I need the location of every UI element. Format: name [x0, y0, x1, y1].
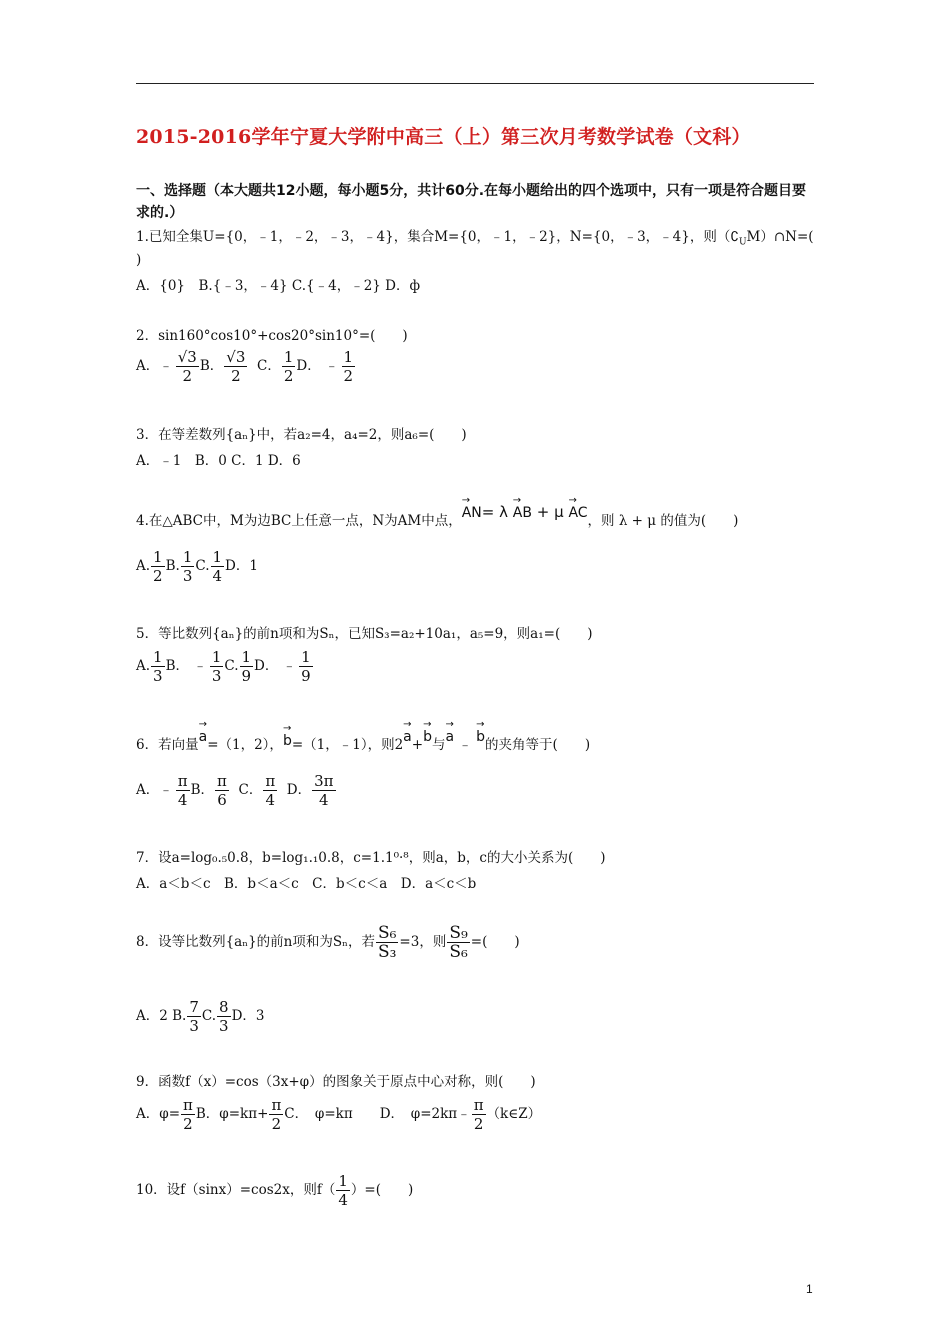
q5-a-label: A.: [136, 658, 151, 674]
q6-d-num: 3π: [314, 772, 334, 790]
q10-fraction: [336, 1172, 350, 1209]
q1-sub: U: [738, 237, 747, 248]
q9-d-num: π: [473, 1096, 484, 1114]
q8-text-c: =( ): [470, 934, 520, 950]
q4-text-a: 4.在△ABC中，M为边BC上任意一点，N为AM中点，: [136, 513, 462, 529]
q4-a-num: 1: [153, 548, 163, 566]
question-10: [136, 1172, 413, 1209]
q6-a-fraction: [176, 772, 190, 809]
q5-d-fraction: [299, 648, 313, 685]
q6-c-label: C．: [238, 782, 263, 798]
q4-c-label: C.: [195, 558, 210, 574]
q4-a-fraction: [151, 548, 165, 585]
q2-a-minus: ﹣: [159, 358, 173, 374]
q6-d-fraction: [312, 772, 335, 809]
q8-b-num: 7: [189, 998, 199, 1016]
q8-f2-num: S₉: [449, 923, 468, 943]
q2-d-minus: ﹣: [325, 358, 339, 374]
q6-a-num: π: [177, 772, 188, 790]
q6-minus: ﹣: [458, 737, 472, 753]
q1-options: A．{0} B.{﹣3，﹣4} C.{﹣4，﹣2} D．ф: [136, 278, 421, 294]
q5-d-den: 9: [301, 667, 311, 685]
q8-c-label: C.: [201, 1008, 217, 1024]
q8-f2-den: S₆: [449, 942, 468, 962]
q2-b-fraction: [224, 348, 247, 385]
q6-vec-b: → b: [283, 731, 292, 751]
q9-d-den: 2: [473, 1115, 484, 1133]
q8-text-a: 8．设等比数列{aₙ}的前n项和为Sₙ，若: [136, 934, 375, 950]
q6-c-den: 4: [265, 791, 276, 809]
q8-fraction-2: [447, 924, 469, 961]
q6-text-c: =（1，﹣1），则2: [291, 737, 404, 753]
q6-d-label: D．: [286, 782, 312, 798]
q5-d-minus: ﹣: [282, 658, 297, 674]
q4-b-num: 1: [182, 548, 193, 566]
q9-b-den: 2: [271, 1115, 282, 1133]
q4-vec-an: → AN: [462, 503, 482, 523]
q4-b-fraction: [181, 548, 195, 585]
q6-b-num: π: [217, 772, 227, 790]
q6-b-fraction: [215, 772, 229, 809]
q4-eq: = λ: [481, 503, 509, 521]
q6-text-g: 的夹角等于( ): [485, 737, 591, 753]
q9-options: [136, 1096, 541, 1133]
q1-text-a: 1.已知全集U={0，﹣1，﹣2，﹣3，﹣4}，集合M={0，﹣1，﹣2}，N={0，﹣3，﹣4}，则（∁: [136, 229, 739, 245]
q5-c-label: C.: [224, 658, 239, 674]
q6-options: [136, 772, 337, 809]
q3-options: A．﹣1 B．0 C．1 D．6: [136, 453, 301, 469]
question-2: 2．sin160°cos10°+cos20°sin10°=( ): [136, 328, 408, 344]
q4-plus: + μ: [536, 503, 564, 521]
q10-den: 4: [338, 1191, 348, 1209]
page-title: 2015-2016学年宁夏大学附中高三（上）第三次月考数学试卷（文科）: [136, 126, 751, 148]
q8-c-den: 3: [219, 1017, 229, 1035]
q2-c-num: 1: [283, 348, 294, 366]
q9-a-fraction: [181, 1096, 195, 1133]
q6-and: 与: [431, 737, 446, 753]
q8-f1-num: S₆: [377, 923, 397, 943]
question-6: [136, 729, 591, 755]
q2-d-den: 2: [343, 367, 354, 385]
q2-c-label: C．: [256, 358, 281, 374]
q4-a-den: 2: [153, 567, 163, 585]
q6-vec-b3: → b: [476, 727, 485, 747]
q5-d-num: 1: [301, 648, 311, 666]
q4-c-fraction: [211, 548, 225, 585]
q8-d-label: D．3: [231, 1008, 265, 1024]
page-number: 1: [806, 1282, 813, 1296]
q9-d-fraction: [472, 1096, 486, 1133]
q8-ab-label: A．2 B.: [136, 1008, 187, 1024]
question-3: 3．在等差数列{aₙ}中，若a₂=4，a₄=2，则a₆=( ): [136, 427, 467, 443]
q8-b-fraction: [187, 998, 201, 1035]
q6-vec-b2: → b: [423, 727, 432, 747]
q2-b-label: B．: [199, 358, 224, 374]
q8-c-fraction: [217, 998, 231, 1035]
q2-a-fraction: [176, 348, 199, 385]
q6-vec-a3: → a: [445, 727, 454, 747]
q2-c-den: 2: [283, 367, 294, 385]
q8-options: [136, 998, 265, 1035]
q8-b-den: 3: [189, 1017, 199, 1035]
q5-d-label: D．: [254, 658, 279, 674]
q4-b-den: 3: [182, 567, 193, 585]
q9-a-num: π: [183, 1096, 193, 1114]
q4-options: [136, 548, 258, 585]
q10-num: 1: [338, 1172, 348, 1190]
q5-b-minus: ﹣: [193, 658, 207, 674]
q4-text-b: ，则 λ + μ 的值为( ): [587, 513, 739, 529]
q6-plus: +: [411, 737, 424, 753]
q6-a-label: A．: [136, 782, 160, 798]
q9-b-num: π: [271, 1096, 282, 1114]
q1-text-b: M）∩N=(: [746, 229, 814, 245]
q8-text-b: =3，则: [399, 934, 447, 950]
q9-a-label: A．φ=: [136, 1106, 181, 1122]
q4-vec-ab: → AB: [513, 503, 532, 523]
q4-vector-equation: [462, 503, 588, 521]
question-1: [136, 227, 814, 253]
question-9: 9．函数f（x）=cos（3x+φ）的图象关于原点中心对称，则( ): [136, 1074, 536, 1090]
q2-d-fraction: [342, 348, 356, 385]
q2-d-num: 1: [343, 348, 354, 366]
q2-d-label: D．: [296, 358, 321, 374]
question-7: 7．设a=log₀.₅0.8，b=log₁.₁0.8，c=1.1⁰·⁸，则a，b，c的大小关系为( ): [136, 850, 606, 866]
section-heading: 一、选择题（本大题共12小题，每小题5分，共计60分.在每小题给出的四个选项中，只有一项是符合题目要求的.）: [136, 183, 807, 221]
q8-f1-den: S₃: [377, 942, 397, 962]
q2-a-den: 2: [182, 367, 193, 385]
q4-b-label: B.: [165, 558, 180, 574]
q6-c-fraction: [263, 772, 277, 809]
q4-a-label: A.: [136, 558, 151, 574]
q5-b-fraction: [210, 648, 224, 685]
q9-tail: （k∈Z）: [486, 1106, 542, 1122]
q6-d-den: 4: [319, 791, 329, 809]
q5-a-den: 3: [153, 667, 163, 685]
q2-b-num: √3: [226, 348, 246, 366]
q9-a-den: 2: [183, 1115, 193, 1133]
q8-c-num: 8: [219, 998, 229, 1016]
q6-a-minus: ﹣: [159, 782, 173, 798]
q5-c-num: 1: [241, 648, 252, 666]
q2-a-label: A．: [136, 358, 160, 374]
q5-b-num: 1: [211, 648, 222, 666]
q6-a-den: 4: [177, 791, 188, 809]
q10-text-a: 10．设f（sinx）=cos2x，则f（: [136, 1182, 336, 1198]
q5-a-num: 1: [153, 648, 163, 666]
q1-text-c: ): [136, 252, 142, 268]
q2-options: [136, 348, 356, 385]
q6-vec-a: → a: [199, 727, 208, 747]
q2-c-fraction: [282, 348, 296, 385]
q6-b-label: B．: [190, 782, 215, 798]
question-4: [136, 503, 739, 531]
q9-cd-label: C． φ=kπ D． φ=2kπ﹣: [284, 1106, 471, 1122]
q5-a-fraction: [151, 648, 165, 685]
q2-a-num: √3: [177, 348, 197, 366]
q5-options: [136, 648, 314, 685]
q10-text-b: ）=( ): [350, 1182, 414, 1198]
q2-b-den: 2: [231, 367, 241, 385]
question-5: 5．等比数列{aₙ}的前n项和为Sₙ，已知S₃=a₂+10a₁，a₅=9，则a₁=( ): [136, 626, 593, 642]
q6-text-b: =（1，2），: [207, 737, 283, 753]
q4-c-den: 4: [212, 567, 223, 585]
q4-d-label: D．1: [225, 558, 258, 574]
question-8: [136, 924, 520, 961]
q9-b-fraction: [269, 1096, 283, 1133]
q6-c-num: π: [265, 772, 276, 790]
q4-c-num: 1: [212, 548, 223, 566]
q8-fraction-1: [376, 924, 398, 961]
q6-text-a: 6．若向量: [136, 737, 199, 753]
q9-b-label: B．φ=kπ+: [195, 1106, 269, 1122]
q7-options: A．a＜b＜c B．b＜a＜c C．b＜c＜a D．a＜c＜b: [136, 876, 477, 892]
header-rule: [136, 83, 814, 84]
q5-b-label: B．: [165, 658, 190, 674]
q4-vec-ac: → AC: [568, 503, 587, 523]
q5-c-den: 9: [241, 667, 252, 685]
q6-vec-a2: → a: [403, 727, 412, 747]
q6-b-den: 6: [217, 791, 227, 809]
q5-c-fraction: [240, 648, 254, 685]
q5-b-den: 3: [211, 667, 222, 685]
